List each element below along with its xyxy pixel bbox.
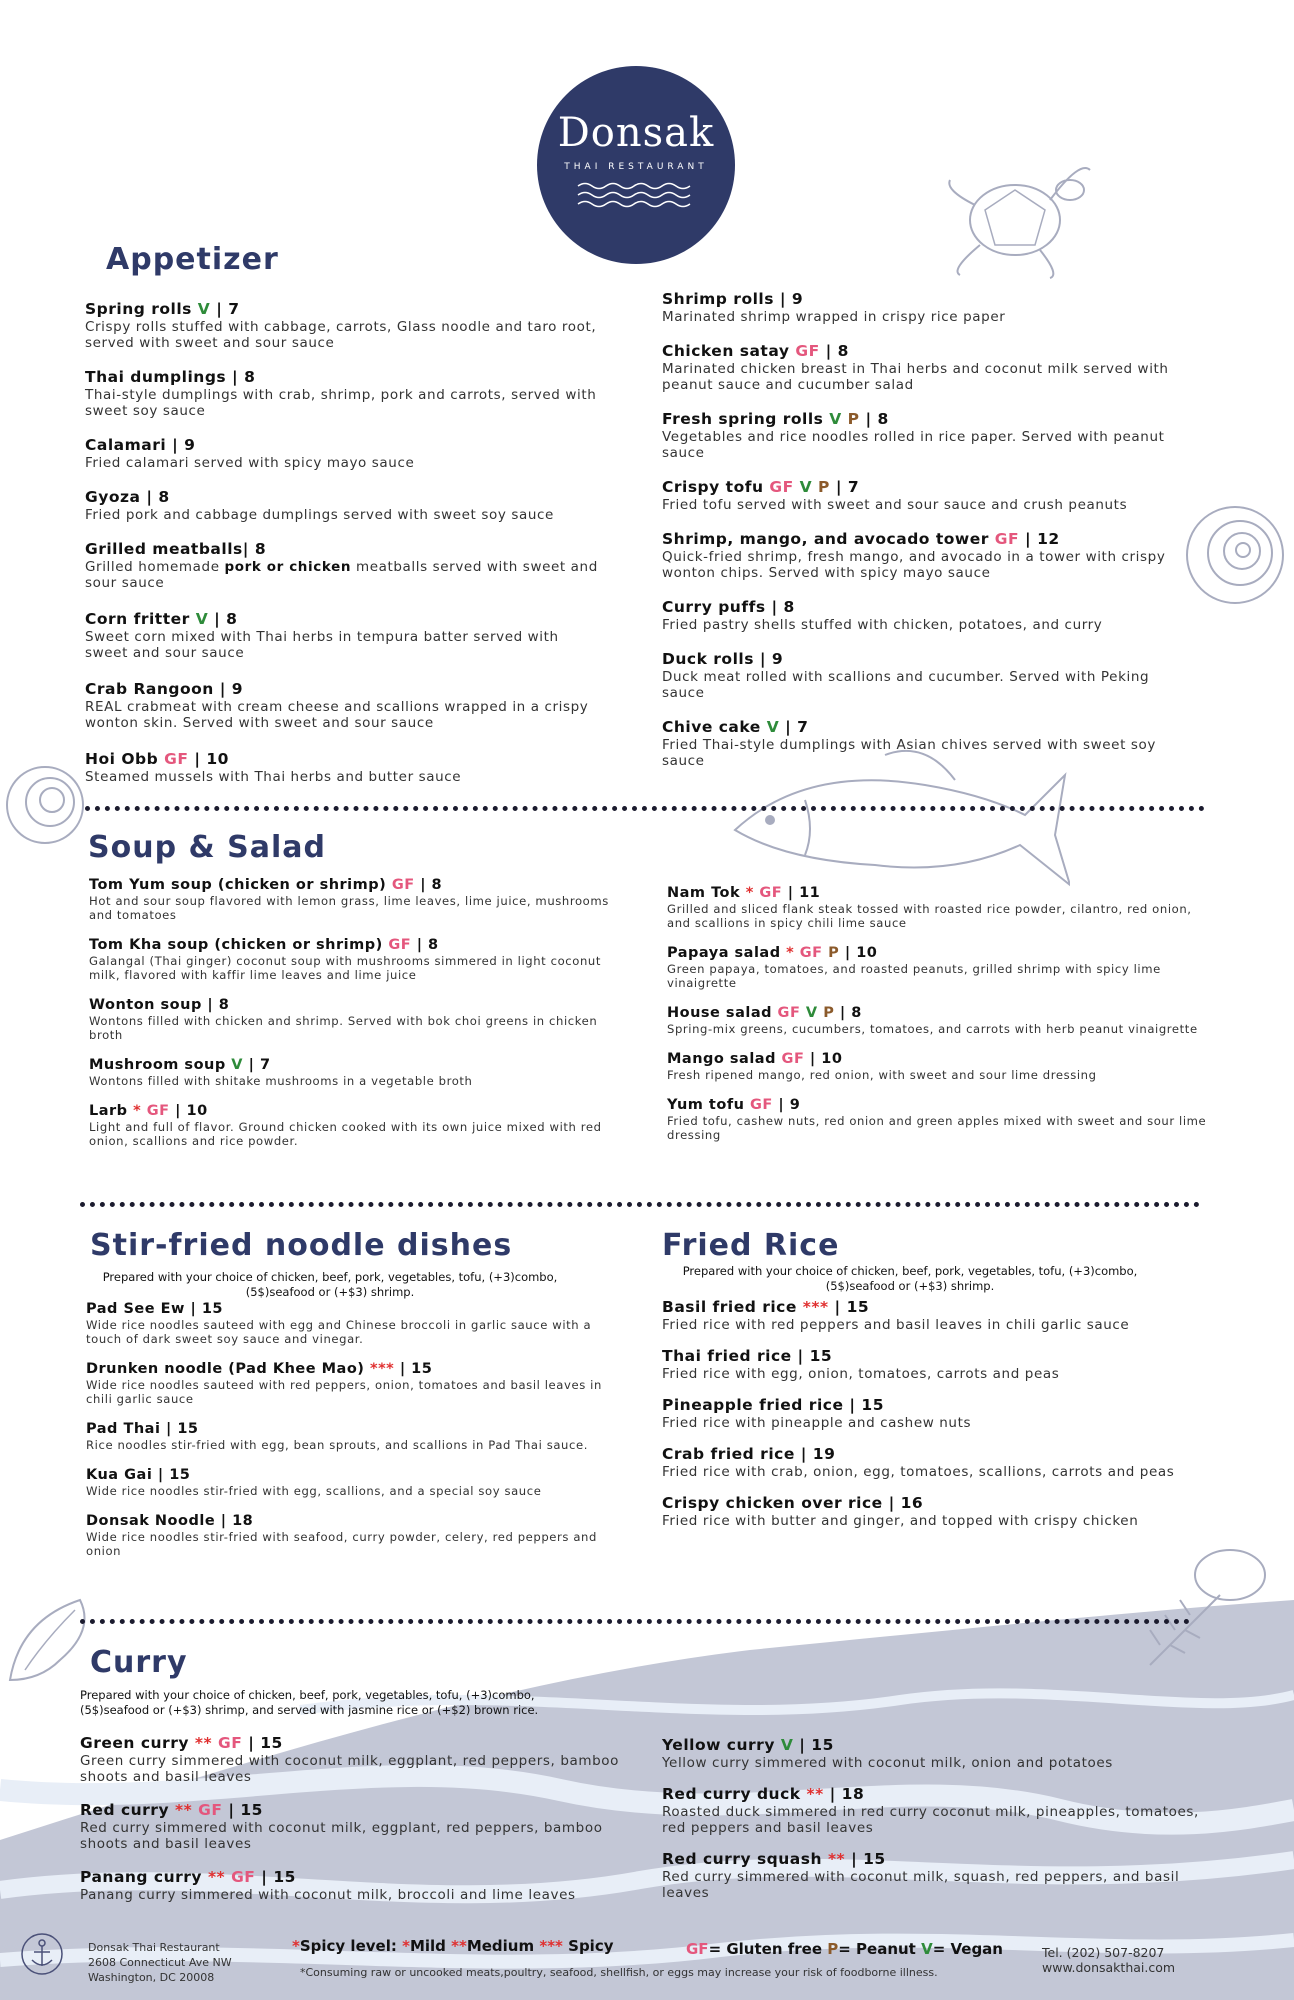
curry-note: Prepared with your choice of chicken, beef, pork, vegetables, tofu, (+3)combo, (5$)seafood or (+$3) shrimp, and served with jasmine rice or (+$2) brown rice. [80, 1688, 539, 1717]
menu-item [667, 884, 1207, 930]
menu-item [662, 530, 1182, 581]
item-title: Donsak Noodle [86, 1513, 216, 1529]
menu-item-description: Rice noodles stir-fried with egg, bean sprouts, and scallions in Pad Thai sauce. [86, 1438, 588, 1452]
menu-item-name [662, 650, 1182, 669]
diet-tag: GF [777, 1005, 801, 1021]
diet-tag: V [799, 478, 813, 496]
desc-bold: pork or chicken [224, 559, 352, 575]
address-line: Donsak Thai Restaurant [88, 1941, 220, 1954]
menu-item-name [89, 1056, 629, 1074]
item-price: | 15 [228, 1801, 263, 1819]
menu-item [85, 300, 605, 351]
footer-address [88, 1940, 232, 1985]
item-price: | 18 [220, 1513, 254, 1529]
menu-item-description: Steamed mussels with Thai herbs and butter sauce [85, 769, 462, 785]
menu-item-name [85, 540, 605, 559]
menu-item [667, 1050, 1207, 1082]
section-divider [80, 1619, 1190, 1624]
item-title: Pad See Ew [86, 1301, 185, 1317]
item-title: Crab fried rice [662, 1445, 795, 1463]
item-price: | 7 [785, 718, 809, 736]
menu-item [662, 410, 1182, 461]
curry-title: Curry [90, 1645, 188, 1680]
item-title: Calamari [85, 436, 167, 454]
menu-item-description: Fried tofu, cashew nuts, red onion and green apples mixed with sweet and sour lime dressing [667, 1114, 1207, 1142]
item-title: Thai fried rice [662, 1347, 792, 1365]
diet-tag: V [231, 1057, 244, 1073]
menu-item-name [89, 936, 629, 954]
soup-salad-title: Soup & Salad [88, 830, 326, 865]
item-price: | 15 [834, 1298, 870, 1316]
menu-item-name [662, 1396, 1202, 1415]
menu-item-description: Fried tofu served with sweet and sour sauce and crush peanuts [662, 497, 1128, 513]
diet-tag: GF [795, 342, 820, 360]
item-price: | 9 [172, 436, 196, 454]
diet-legend [686, 1940, 1003, 1958]
item-title: Papaya salad [667, 945, 787, 961]
fried-rice-title: Fried Rice [662, 1228, 840, 1263]
menu-item [89, 1056, 629, 1088]
menu-item-description: Fried rice with egg, onion, tomatoes, carrots and peas [662, 1366, 1060, 1382]
menu-item-name [662, 1785, 1202, 1804]
item-title: Red curry squash [662, 1850, 823, 1868]
address-line: 2608 Connecticut Ave NW [88, 1956, 232, 1969]
diet-tag: GF [217, 1734, 243, 1752]
item-title: Grilled meatballs| [85, 540, 249, 558]
menu-item-description: Roasted duck simmered in red curry coconut milk, pineapples, tomatoes, red peppers and basil leaves [662, 1804, 1199, 1836]
diet-tag: GF [769, 478, 794, 496]
item-price: | 15 [849, 1396, 885, 1414]
fried-rice-note: Prepared with your choice of chicken, beef, pork, vegetables, tofu, (+3)combo, (5$)seafood or (+$3) shrimp. [682, 1264, 1138, 1293]
spicy-marker: * [133, 1103, 142, 1119]
item-title: Corn fritter [85, 610, 190, 628]
menu-item-description: Grilled and sliced flank steak tossed with roasted rice powder, cilantro, red onion, and scallions in spicy chili lime sauce [667, 902, 1192, 930]
menu-item-description: Marinated chicken breast in Thai herbs and coconut milk served with peanut sauce and cucumber salad [662, 361, 1169, 393]
item-title: Nam Tok [667, 885, 746, 901]
item-price: 8 [254, 540, 267, 558]
logo-name: Donsak [557, 110, 715, 156]
shell-illustration-left [0, 760, 95, 850]
menu-item [662, 1785, 1202, 1836]
noodle-title: Stir-fried noodle dishes [90, 1228, 513, 1263]
diet-tag: V [195, 610, 209, 628]
phone-number: Tel. (202) 507-8207 [1042, 1945, 1165, 1960]
menu-item-description: Fried pork and cabbage dumplings served with sweet soy sauce [85, 507, 554, 523]
menu-item-description: Fried rice with crab, onion, egg, tomatoes, scallions, carrots and peas [662, 1464, 1175, 1480]
menu-item-name [86, 1300, 606, 1318]
menu-item-name [86, 1466, 606, 1484]
menu-item-description: Galangal (Thai ginger) coconut soup with mushrooms simmered in light coconut milk, flavored with kaffir lime leaves and lime juice [89, 954, 601, 982]
spicy-medium: Medium [466, 1937, 535, 1955]
menu-item [86, 1300, 606, 1346]
menu-item [662, 598, 1182, 633]
menu-item-description: Fried pastry shells stuffed with chicken, potatoes, and curry [662, 617, 1103, 633]
item-title: Panang curry [80, 1868, 203, 1886]
spicy-mild: Mild [409, 1937, 446, 1955]
menu-item-description: Fried calamari served with spicy mayo sauce [85, 455, 415, 471]
diet-tag: GF [164, 750, 189, 768]
menu-item-name [667, 1004, 1207, 1022]
item-price: | 7 [835, 478, 860, 496]
menu-item [85, 540, 605, 591]
website-link[interactable]: www.donsakthai.com [1042, 1960, 1176, 1975]
menu-item [662, 1347, 1202, 1382]
item-title: Chicken satay [662, 342, 790, 360]
footer-contact [1042, 1945, 1175, 1975]
menu-item-description: Quick-fried shrimp, fresh mango, and avocado in a tower with crispy wonton chips. Served with spicy mayo sauce [662, 549, 1166, 581]
menu-item-name [80, 1868, 640, 1887]
menu-item-name [89, 876, 629, 894]
conch-illustration [0, 1590, 100, 1690]
menu-item [80, 1734, 640, 1785]
menu-item-description: Yellow curry simmered with coconut milk, onion and potatoes [662, 1755, 1113, 1771]
legend-p-text: = Peanut [838, 1940, 916, 1958]
menu-item-name [85, 610, 605, 629]
item-title: Pad Thai [86, 1421, 161, 1437]
address-line: Washington, DC 20008 [88, 1971, 215, 1984]
menu-item-description: REAL crabmeat with cream cheese and scallions wrapped in a crispy wonton skin. Served with sweet and sour sauce [85, 699, 589, 731]
item-title: Spring rolls [85, 300, 192, 318]
menu-item-name [662, 718, 1182, 737]
spicy-marker: * [745, 885, 754, 901]
menu-item-description: Wide rice noodles stir-fried with seafood, curry powder, celery, red peppers and onion [86, 1530, 597, 1558]
menu-item-name [86, 1420, 606, 1438]
menu-item-name [667, 1096, 1207, 1114]
diet-tag: GF [198, 1801, 223, 1819]
item-title: Curry puffs [662, 598, 766, 616]
item-price: | 8 [146, 488, 170, 506]
salad-right-list [667, 884, 1207, 1142]
spicy-marker: *** [370, 1361, 395, 1377]
section-divider [80, 1202, 1200, 1207]
item-title: Tom Yum soup (chicken or shrimp) [89, 877, 392, 893]
spicy-marker: ** [174, 1801, 193, 1819]
menu-item-name [80, 1734, 640, 1753]
menu-item-description: Sweet corn mixed with Thai herbs in tempura batter served with sweet and sour sauce [85, 629, 559, 661]
menu-item [85, 488, 605, 523]
item-price: | 11 [787, 885, 821, 901]
diet-tag: GF [799, 945, 823, 961]
menu-item-name [662, 598, 1182, 617]
item-title: Fresh spring rolls [662, 410, 824, 428]
legend-gf: GF [686, 1940, 709, 1958]
item-title: Shrimp, mango, and avocado tower [662, 530, 989, 548]
desc-part: meatballs served with sweet and sour sauce [85, 559, 598, 591]
item-title: Tom Kha soup (chicken or shrimp) [89, 937, 383, 953]
menu-item-name [662, 1298, 1202, 1317]
item-price: | 9 [779, 290, 804, 308]
spicy-legend: *Spicy level: *Mild **Medium *** Spicy [292, 1937, 614, 1955]
diet-tag: GF [781, 1051, 805, 1067]
item-price: | 15 [851, 1850, 886, 1868]
item-price: | 8 [865, 410, 889, 428]
diet-tag: GF [146, 1103, 170, 1119]
menu-item [662, 1298, 1202, 1333]
item-price: | 8 [207, 997, 230, 1013]
item-title: Crab Rangoon [85, 680, 214, 698]
item-price: | 7 [216, 300, 240, 318]
item-title: Red curry duck [662, 1785, 801, 1803]
menu-item-description: Wide rice noodles sauteed with egg and Chinese broccoli in garlic sauce with a touch of dark sweet soy sauce and vinegar. [86, 1318, 592, 1346]
menu-item-description: Fresh ripened mango, red onion, with sweet and sour lime dressing [667, 1068, 1097, 1082]
item-title: Green curry [80, 1734, 189, 1752]
diet-tag: GF [750, 1097, 773, 1113]
fried-rice-list [662, 1298, 1202, 1529]
menu-item-name [667, 944, 1207, 962]
item-price: | 19 [800, 1445, 836, 1463]
menu-item [85, 750, 605, 785]
item-price: | 7 [248, 1057, 271, 1073]
item-price: | 8 [771, 598, 795, 616]
menu-item [85, 436, 605, 471]
diet-tag: V [805, 1005, 818, 1021]
menu-item [662, 650, 1182, 701]
shell-illustration-right [1180, 495, 1290, 615]
menu-item-description: Wide rice noodles sauteed with red peppers, onion, tomatoes and basil leaves in chili garlic sauce [86, 1378, 602, 1406]
menu-item-description: Fried rice with red peppers and basil leaves in chili garlic sauce [662, 1317, 1130, 1333]
menu-item-description: Fried Thai-style dumplings with Asian chives served with sweet soy sauce [662, 737, 1156, 769]
item-title: Kua Gai [86, 1467, 153, 1483]
menu-item-name [662, 290, 1182, 309]
menu-item-name [80, 1801, 640, 1820]
menu-item-description: Wontons filled with shitake mushrooms in a vegetable broth [89, 1074, 473, 1088]
menu-item [89, 876, 629, 922]
menu-item-name [662, 1445, 1202, 1464]
logo-subtitle: THAI RESTAURANT [564, 162, 708, 172]
menu-item-description: Marinated shrimp wrapped in crispy rice paper [662, 309, 1006, 325]
menu-item-name [89, 996, 629, 1014]
item-price: | 12 [1025, 530, 1060, 548]
diet-tag: GF [391, 877, 415, 893]
item-title: Shrimp rolls [662, 290, 780, 308]
item-price: | 10 [194, 750, 229, 768]
menu-item-description: Hot and sour soup flavored with lemon grass, lime leaves, lime juice, mushrooms and tomatoes [89, 894, 609, 922]
item-price: | 18 [829, 1785, 865, 1803]
item-price: | 8 [214, 610, 238, 628]
item-title: Mushroom soup [89, 1057, 226, 1073]
menu-item-name [85, 368, 605, 387]
menu-item [667, 1096, 1207, 1142]
item-price: | 15 [165, 1421, 199, 1437]
item-price: | 15 [799, 1736, 834, 1754]
spicy-marker: ** [194, 1734, 213, 1752]
menu-item [89, 996, 629, 1042]
item-price: | 15 [190, 1301, 224, 1317]
legend-v: V [921, 1940, 933, 1958]
menu-item [85, 680, 605, 731]
menu-item-name [86, 1512, 606, 1530]
item-price: | 10 [175, 1103, 208, 1119]
item-price: | 8 [420, 877, 443, 893]
spicy-label: Spicy level: [299, 1937, 397, 1955]
item-title: Duck rolls [662, 650, 754, 668]
menu-item-description: Duck meat rolled with scallions and cucumber. Served with Peking sauce [662, 669, 1150, 701]
diet-tag: P [847, 410, 860, 428]
item-price: | 15 [248, 1734, 283, 1752]
seashell-cluster-illustration [1130, 1535, 1280, 1675]
item-price: | 8 [825, 342, 849, 360]
menu-item [662, 1396, 1202, 1431]
menu-item-description: Vegetables and rice noodles rolled in rice paper. Served with peanut sauce [662, 429, 1165, 461]
menu-item [80, 1801, 640, 1852]
legend-p: P [827, 1940, 839, 1958]
appetizer-left-list [85, 290, 605, 785]
diet-tag: GF [231, 1868, 256, 1886]
curry-right-list [662, 1736, 1202, 1901]
menu-item-description: Wide rice noodles stir-fried with egg, scallions, and a special soy sauce [86, 1484, 542, 1498]
item-price: | 10 [844, 945, 878, 961]
item-title: Crispy chicken over rice [662, 1494, 883, 1512]
section-divider [85, 806, 1205, 811]
item-title: Thai dumplings [85, 368, 227, 386]
diet-tag: GF [994, 530, 1020, 548]
menu-item-description: Fried rice with butter and ginger, and topped with crispy chicken [662, 1513, 1139, 1529]
legend-v-text: = Vegan [932, 1940, 1003, 1958]
item-price: | 10 [809, 1051, 843, 1067]
menu-item-description [85, 559, 605, 591]
menu-item [662, 478, 1182, 513]
item-title: House salad [667, 1005, 772, 1021]
curry-left-list [80, 1734, 640, 1903]
item-price: | 9 [759, 650, 784, 668]
menu-item-name [85, 488, 605, 507]
menu-item [662, 1445, 1202, 1480]
item-title: Basil fried rice [662, 1298, 797, 1316]
turtle-illustration [940, 150, 1100, 280]
item-title: Gyoza [85, 488, 141, 506]
menu-item-description: Red curry simmered with coconut milk, eggplant, red peppers, bamboo shoots and basil leaves [80, 1820, 603, 1852]
menu-item-description: Fried rice with pineapple and cashew nuts [662, 1415, 972, 1431]
diet-tag: GF [388, 937, 412, 953]
diet-tag: P [828, 945, 840, 961]
menu-item [86, 1466, 606, 1498]
appetizer-right-list [662, 290, 1182, 769]
item-title: Larb [89, 1103, 128, 1119]
item-title: Mango salad [667, 1051, 776, 1067]
item-title: Chive cake [662, 718, 761, 736]
food-disclaimer: *Consuming raw or uncooked meats,poultry, seafood, shellfish, or eggs may increase your risk of foodborne illness. [300, 1966, 938, 1979]
menu-item [662, 290, 1182, 325]
diet-tag: V [197, 300, 211, 318]
menu-item-name [85, 300, 605, 319]
restaurant-logo [537, 66, 735, 264]
menu-item-name [662, 1736, 1202, 1755]
menu-item-description: Thai-style dumplings with crab, shrimp, pork and carrots, served with sweet soy sauce [85, 387, 597, 419]
item-price: | 15 [157, 1467, 191, 1483]
menu-item-description: Wontons filled with chicken and shrimp. Served with bok choi greens in chicken broth [89, 1014, 598, 1042]
menu-item-description: Spring-mix greens, cucumbers, tomatoes, and carrots with herb peanut vinaigrette [667, 1022, 1198, 1036]
item-title: Pineapple fried rice [662, 1396, 844, 1414]
spicy-spicy: Spicy [568, 1937, 614, 1955]
menu-item [662, 1736, 1202, 1771]
diet-tag: P [818, 478, 830, 496]
menu-item [662, 342, 1182, 393]
menu-item [667, 944, 1207, 990]
menu-item [85, 610, 605, 661]
menu-item-name [85, 750, 605, 769]
spicy-marker: *** [802, 1298, 829, 1316]
menu-item [89, 1102, 629, 1148]
item-price: | 16 [888, 1494, 924, 1512]
menu-item [86, 1420, 606, 1452]
menu-item-name [662, 1850, 1202, 1869]
menu-item-description: Green papaya, tomatoes, and roasted peanuts, grilled shrimp with spicy lime vinaigrette [667, 962, 1161, 990]
menu-item [89, 936, 629, 982]
menu-item [667, 1004, 1207, 1036]
diet-tag: P [823, 1005, 835, 1021]
item-price: | 15 [261, 1868, 296, 1886]
item-title: Drunken noodle (Pad Khee Mao) [86, 1361, 365, 1377]
menu-item-name [667, 884, 1207, 902]
diet-tag: GF [759, 885, 783, 901]
menu-item-name [662, 478, 1182, 497]
menu-item-name [662, 342, 1182, 361]
diet-tag: V [829, 410, 842, 428]
menu-item [662, 718, 1182, 769]
menu-item-name [667, 1050, 1207, 1068]
menu-item-name [662, 1494, 1202, 1513]
menu-item-name [662, 410, 1182, 429]
item-price: | 8 [839, 1005, 862, 1021]
menu-item [86, 1360, 606, 1406]
menu-item-description: Crispy rolls stuffed with cabbage, carrots, Glass noodle and taro root, served with sweet and sour sauce [85, 319, 597, 351]
spicy-marker: * [786, 945, 795, 961]
menu-item-name [86, 1360, 606, 1378]
menu-item-name [85, 680, 605, 699]
legend-gf-text: = Gluten free [708, 1940, 822, 1958]
menu-item-name [662, 530, 1182, 549]
spicy-marker: ** [207, 1868, 226, 1886]
item-title: Wonton soup [89, 997, 202, 1013]
appetizer-title: Appetizer [106, 242, 279, 277]
menu-item-name [89, 1102, 629, 1120]
item-title: Crispy tofu [662, 478, 764, 496]
diet-tag: V [780, 1736, 794, 1754]
waves-icon [576, 180, 696, 210]
menu-item [86, 1512, 606, 1558]
item-price: | 9 [778, 1097, 801, 1113]
menu-item [80, 1868, 640, 1903]
item-price: | 15 [797, 1347, 833, 1365]
menu-item-name [662, 1347, 1202, 1366]
item-title: Red curry [80, 1801, 170, 1819]
item-price: | 8 [232, 368, 256, 386]
item-price: | 8 [416, 937, 439, 953]
menu-item [662, 1850, 1202, 1901]
spicy-marker: ** [827, 1850, 846, 1868]
soup-left-list [89, 876, 629, 1148]
item-title: Hoi Obb [85, 750, 159, 768]
menu-item-description: Red curry simmered with coconut milk, squash, red peppers, and basil leaves [662, 1869, 1180, 1901]
desc-part: Grilled homemade [85, 559, 225, 575]
item-price: | 9 [219, 680, 244, 698]
diet-tag: V [766, 718, 780, 736]
spicy-marker: ** [806, 1785, 824, 1803]
menu-item-description: Green curry simmered with coconut milk, eggplant, red peppers, bamboo shoots and basil leaves [80, 1753, 620, 1785]
menu-item [85, 368, 605, 419]
menu-item-description: Light and full of flavor. Ground chicken cooked with its own juice mixed with red onion, scallions and rice powder. [89, 1120, 602, 1148]
item-title: Yellow curry [662, 1736, 775, 1754]
menu-item-name [85, 436, 605, 455]
item-title: Yum tofu [667, 1097, 745, 1113]
noodle-note: Prepared with your choice of chicken, beef, pork, vegetables, tofu, (+3)combo, (5$)seafood or (+$3) shrimp. [102, 1270, 558, 1299]
menu-item-description: Panang curry simmered with coconut milk, broccoli and lime leaves [80, 1887, 576, 1903]
anchor-icon [20, 1932, 64, 1976]
noodle-list [86, 1300, 606, 1558]
item-price: | 15 [399, 1361, 433, 1377]
menu-item [662, 1494, 1202, 1529]
